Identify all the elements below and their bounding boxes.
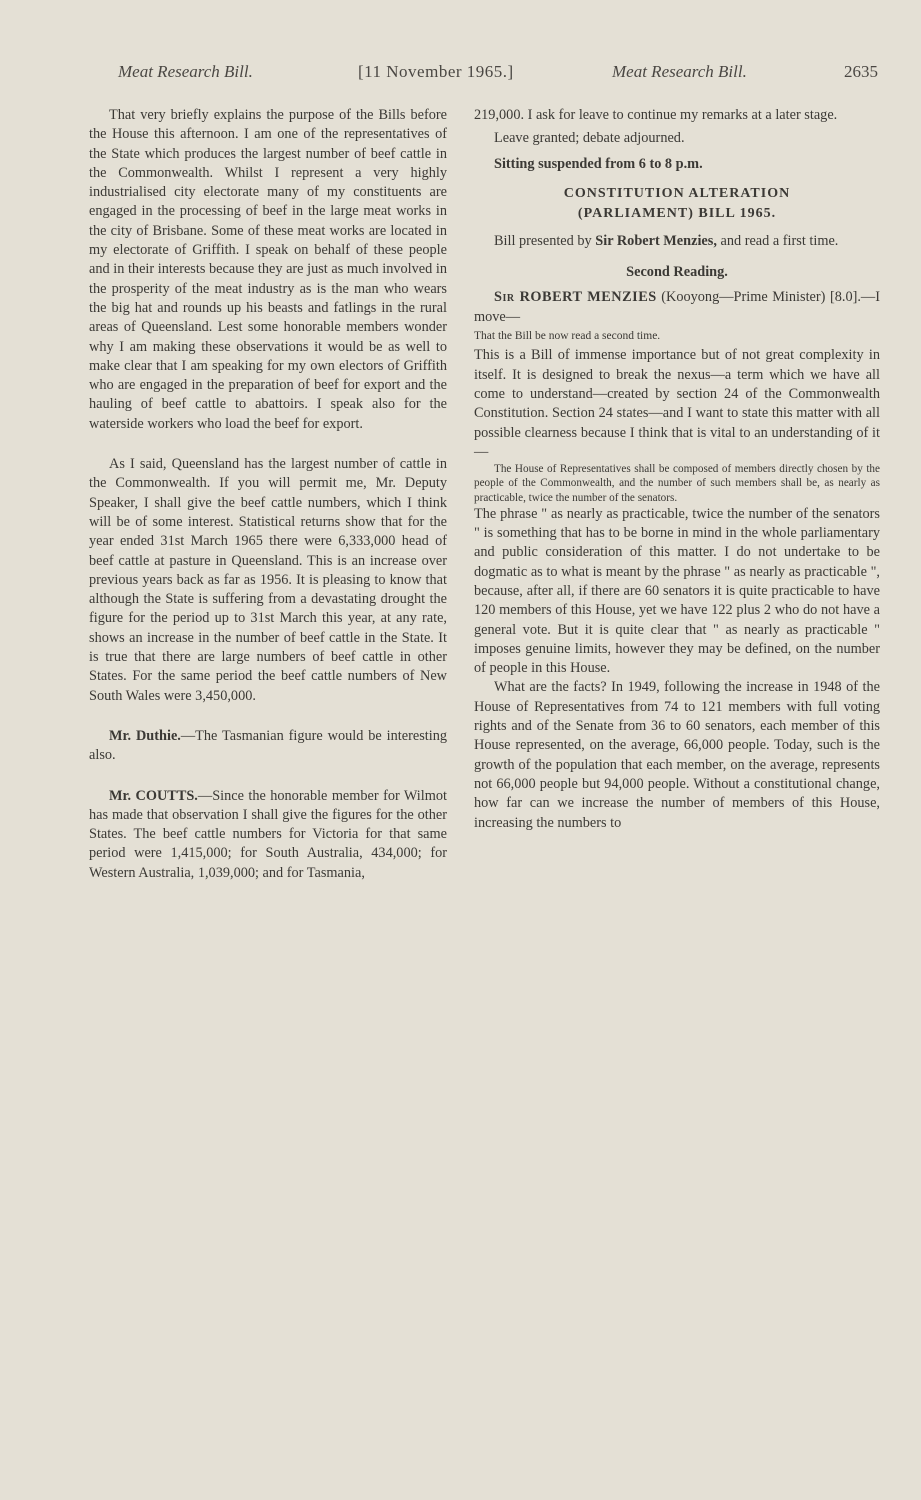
header-date: [11 November 1965.]: [358, 62, 514, 81]
speaker-name: Sir ROBERT MENZIES: [494, 289, 657, 306]
bill-presented-text: and read a first time.: [716, 232, 839, 249]
speaker-name: Mr. Duthie.: [109, 727, 181, 744]
header-left-title: Meat Research Bill.: [118, 62, 253, 81]
bill-heading-line: CONSTITUTION ALTERATION: [563, 185, 791, 201]
leave-granted: Leave granted; debate adjourned.: [494, 130, 685, 147]
paragraph: As I said, Queensland has the largest number of cattle in the Commonwealth. If you will permit me, Mr. Deputy Speaker, I shall give the beef cattle numbers, which I think will be of some interest. Statistical returns show that for the year ended 31st March 1965 there were 6,333,000 head of beef cattle at pasture in Queensland. This is an increase over previous years back as far as 1956. It is pleasing to know that although the State is suffering from a devastating drought the figure for the period up to 31st March this year, at any rate, shows an increase in the number of beef cattle in the State. It is true that there are large numbers of beef cattle in other States. For the same period the beef cattle numbers of New South Wales were 3,450,000.: [89, 456, 447, 704]
second-reading-heading: Second Reading.: [626, 264, 728, 281]
constitution-quote: The House of Representatives shall be composed of members directly chosen by the people of the Commonwealth, and the number of such members shall be, as nearly as practicable, twice the number of the senators.: [474, 463, 880, 504]
running-header: [118, 62, 878, 86]
paragraph: This is a Bill of immense importance but of not great complexity in itself. It is designed to break the nexus—a term which we have all come to understand—created by section 24 of the Commonwealth Constitution. Section 24 states—and I want to state this matter with all possible clearness because I think that is vital to an understanding of it—: [474, 347, 880, 460]
left-column: [89, 106, 447, 883]
bill-presented-text: Bill presented by: [494, 232, 596, 249]
speaker-name: Mr. COUTTS.: [109, 787, 198, 804]
speech: [89, 787, 447, 883]
bill-heading-line: (PARLIAMENT) BILL 1965.: [577, 205, 777, 221]
paragraph: The phrase " as nearly as practicable, twice the number of the senators " is something that has to be borne in mind in the whole parliamentary and public consideration of this matter. I do not undertake to be dogmatic as to what is meant by the phrase " as nearly as practicable ", because, after all, if there are 60 senators it is quite practicable to have 120 members of this House, yet we have 122 plus 2 who do not have a general vote. But it is quite clear that " as nearly as practicable " imposes genuine limits, however they may be defined, on the number of people in this House.: [474, 505, 880, 677]
sitting-suspended: Sitting suspended from 6 to 8 p.m.: [494, 155, 703, 172]
paragraph: What are the facts? In 1949, following the increase in 1948 of the House of Representatives from 74 to 121 members with full voting rights and of the Senate from 36 to 60 senators, each member of this House represented, on the average, 66,000 people. Today, such is the growth of the population that each member, on the average, represents not 66,000 people but 94,000 people. Without a constitutional change, how far can we increase the number of members of this House, increasing the numbers to: [474, 679, 880, 831]
paragraph: That very briefly explains the purpose of the Bills before the House this afternoon. I am one of the representatives of the State which produces the largest number of beef cattle in the Commonwealth. Whilst I represent a very highly industrialised city electorate many of my constituents are engaged in the processing of beef in the large meat works in the city of Brisbane. Some of these meat works are located in my electorate of Griffith. I speak on behalf of these people and in their interests because they are just as much involved in the prosperity of the meat industry as is the man who wears the big hat and rounds up his beasts and fatlings in the rural areas of Queensland. Lest some honorable members wonder why I am making these observations it would be as well to make clear that I am speaking for my own electors of Griffith who are engaged in the preparation of beef for export and the hauling of beef cattle to abattoirs. I speak also for the waterside workers who load the beef for export.: [89, 107, 447, 432]
bill-presented: [474, 232, 880, 251]
speech-text: —Since the honorable member for Wilmot has made that observation I shall give the figures for the other States. The beef cattle numbers for Victoria for that same period were 1,415,000; for South Australia, 434,000; for Western Australia, 1,039,000; and for Tasmania,: [89, 787, 447, 881]
interjection: [89, 727, 447, 766]
paragraph: 219,000. I ask for leave to continue my remarks at a later stage.: [474, 107, 838, 123]
page-number: 2635: [844, 62, 878, 81]
speech-intro: [474, 288, 880, 327]
speech-intro-text: (Kooyong—Prime Minister) [8.0].—I move—: [474, 289, 880, 325]
right-column: [474, 106, 880, 833]
presenter-name: Sir Robert Menzies,: [595, 232, 717, 249]
bill-heading: [474, 184, 880, 224]
interjection-text: —The Tasmanian figure would be interesting also.: [89, 727, 447, 764]
header-right-title: Meat Research Bill.: [612, 62, 747, 81]
motion-text: That the Bill be now read a second time.: [474, 330, 661, 343]
